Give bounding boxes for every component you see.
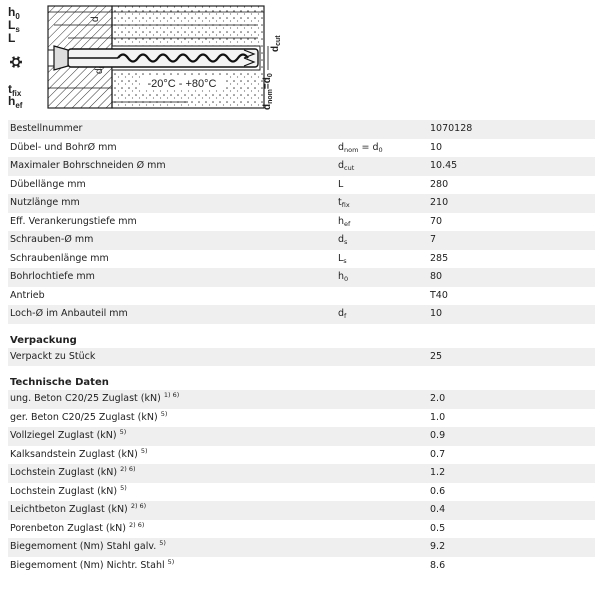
spec-symbol: $t_{fix}$ bbox=[338, 197, 350, 209]
spec-label: Kalksandstein Zuglast (kN) $^{5)}$ bbox=[10, 446, 148, 460]
spec-label: Bestellnummer bbox=[10, 123, 83, 134]
label-l: L bbox=[8, 31, 16, 45]
spec-label: Loch-Ø im Anbauteil mm bbox=[10, 308, 128, 319]
spec-label: Eff. Verankerungstiefe mm bbox=[10, 215, 137, 227]
spec-label: Bohrlochtiefe mm bbox=[10, 271, 95, 282]
spec-symbol: $d_{nom} = d_0$ bbox=[338, 141, 383, 154]
spec-row-length bbox=[8, 176, 595, 195]
spec-value: 1.0 bbox=[430, 411, 446, 423]
spec-value: 280 bbox=[430, 178, 449, 190]
spec-label: Schraubenlänge mm bbox=[10, 252, 109, 264]
spec-value: 0.4 bbox=[430, 504, 446, 515]
spec-row-df bbox=[8, 305, 595, 324]
tech-row bbox=[8, 409, 595, 428]
anchor-diagram bbox=[8, 2, 280, 112]
spec-symbol: $h_0$ bbox=[338, 271, 349, 283]
spec-symbol: $d_{cut}$ bbox=[338, 160, 355, 172]
spec-label: Lochstein Zuglast (kN) $^{5)}$ bbox=[10, 483, 127, 497]
spec-value: 70 bbox=[430, 215, 443, 227]
tech-row bbox=[8, 557, 595, 576]
packaging-row bbox=[8, 348, 595, 367]
spec-label: Biegemoment (Nm) Stahl galv. $^{5)}$ bbox=[10, 539, 166, 552]
spec-value: 10 bbox=[430, 141, 443, 153]
label-tfix: $t_{fix}$ bbox=[8, 82, 22, 98]
spec-symbol: $L_s$ bbox=[338, 252, 347, 265]
spec-value: 25 bbox=[430, 350, 443, 362]
spec-value: 0.5 bbox=[430, 522, 446, 534]
spec-label: ung. Beton C20/25 Zuglast (kN) $^{1) 6)}$ bbox=[10, 391, 180, 404]
tech-row bbox=[8, 501, 595, 520]
label-dcut: $d_{cut}$ bbox=[270, 35, 282, 52]
spec-label: Vollziegel Zuglast (kN) $^{5)}$ bbox=[10, 428, 127, 441]
spec-table bbox=[8, 120, 595, 575]
spec-value: 2.0 bbox=[430, 393, 446, 404]
technical-heading: Technische Daten bbox=[10, 377, 109, 388]
packaging-heading: Verpackung bbox=[10, 334, 77, 346]
label-hef: $h_{ef}$ bbox=[8, 94, 23, 110]
spec-label: Nutzlänge mm bbox=[10, 197, 80, 208]
spec-value: 1070128 bbox=[430, 123, 473, 134]
spec-symbol: $h_{ef}$ bbox=[338, 215, 351, 228]
spec-label: Antrieb bbox=[10, 289, 45, 301]
spec-symbol: $d_s$ bbox=[338, 234, 348, 246]
screw-head bbox=[54, 46, 68, 70]
label-d: d bbox=[90, 16, 101, 22]
temperature-range: -20°C - +80°C bbox=[147, 78, 217, 90]
spec-row-h0 bbox=[8, 268, 595, 287]
spec-value: 210 bbox=[430, 197, 449, 208]
label-ls: $L_s$ bbox=[8, 18, 20, 34]
spec-value: 8.6 bbox=[430, 559, 446, 571]
spec-label: Porenbeton Zuglast (kN) $^{2) 6)}$ bbox=[10, 520, 145, 534]
label-dnom: $d_{nom}=d_0$ bbox=[262, 73, 274, 110]
spec-value: 10.45 bbox=[430, 160, 458, 171]
spec-label: Leichtbeton Zuglast (kN) $^{2) 6)}$ bbox=[10, 502, 147, 515]
tech-row bbox=[8, 483, 595, 502]
spec-label: Verpackt zu Stück bbox=[10, 350, 96, 362]
spec-row-ds bbox=[8, 231, 595, 250]
spec-row-order-number bbox=[8, 120, 595, 139]
spec-label: Lochstein Zuglast (kN) $^{2) 6)}$ bbox=[10, 465, 136, 478]
spec-value: 285 bbox=[430, 252, 449, 264]
spec-value: T40 bbox=[430, 289, 448, 301]
tech-row bbox=[8, 520, 595, 539]
tech-row bbox=[8, 427, 595, 446]
spec-value: 1.2 bbox=[430, 467, 446, 478]
spec-row-drive bbox=[8, 287, 595, 306]
torx-drive-icon bbox=[10, 55, 23, 69]
spec-symbol: $d_f$ bbox=[338, 308, 347, 320]
spec-label: ger. Beton C20/25 Zuglast (kN) $^{5)}$ bbox=[10, 409, 168, 423]
spec-label: Dübellänge mm bbox=[10, 178, 86, 190]
spec-label: Dübel- und BohrØ mm bbox=[10, 141, 117, 153]
label-h0: $h_0$ bbox=[8, 5, 20, 21]
spec-label: Maximaler Bohrschneiden Ø mm bbox=[10, 160, 166, 171]
spec-value: 0.6 bbox=[430, 485, 446, 497]
spec-value: 0.9 bbox=[430, 430, 446, 441]
spec-value: 10 bbox=[430, 308, 443, 319]
tech-row bbox=[8, 464, 595, 483]
spec-row-ls bbox=[8, 250, 595, 269]
tech-row bbox=[8, 390, 595, 409]
spec-row-tfix bbox=[8, 194, 595, 213]
spec-value: 7 bbox=[430, 234, 437, 245]
spec-value: 9.2 bbox=[430, 541, 446, 552]
label-df: $d_f$ bbox=[94, 66, 106, 74]
spec-value: 0.7 bbox=[430, 448, 446, 460]
spec-row-dcut bbox=[8, 157, 595, 176]
spec-value: 80 bbox=[430, 271, 443, 282]
spec-row-hef bbox=[8, 213, 595, 232]
spec-row-diameter bbox=[8, 139, 595, 158]
spec-label: Biegemoment (Nm) Nichtr. Stahl $^{5)}$ bbox=[10, 557, 175, 571]
tech-row bbox=[8, 538, 595, 557]
tech-row bbox=[8, 446, 595, 465]
spec-label: Schrauben-Ø mm bbox=[10, 234, 94, 245]
spec-symbol: L bbox=[338, 178, 344, 190]
